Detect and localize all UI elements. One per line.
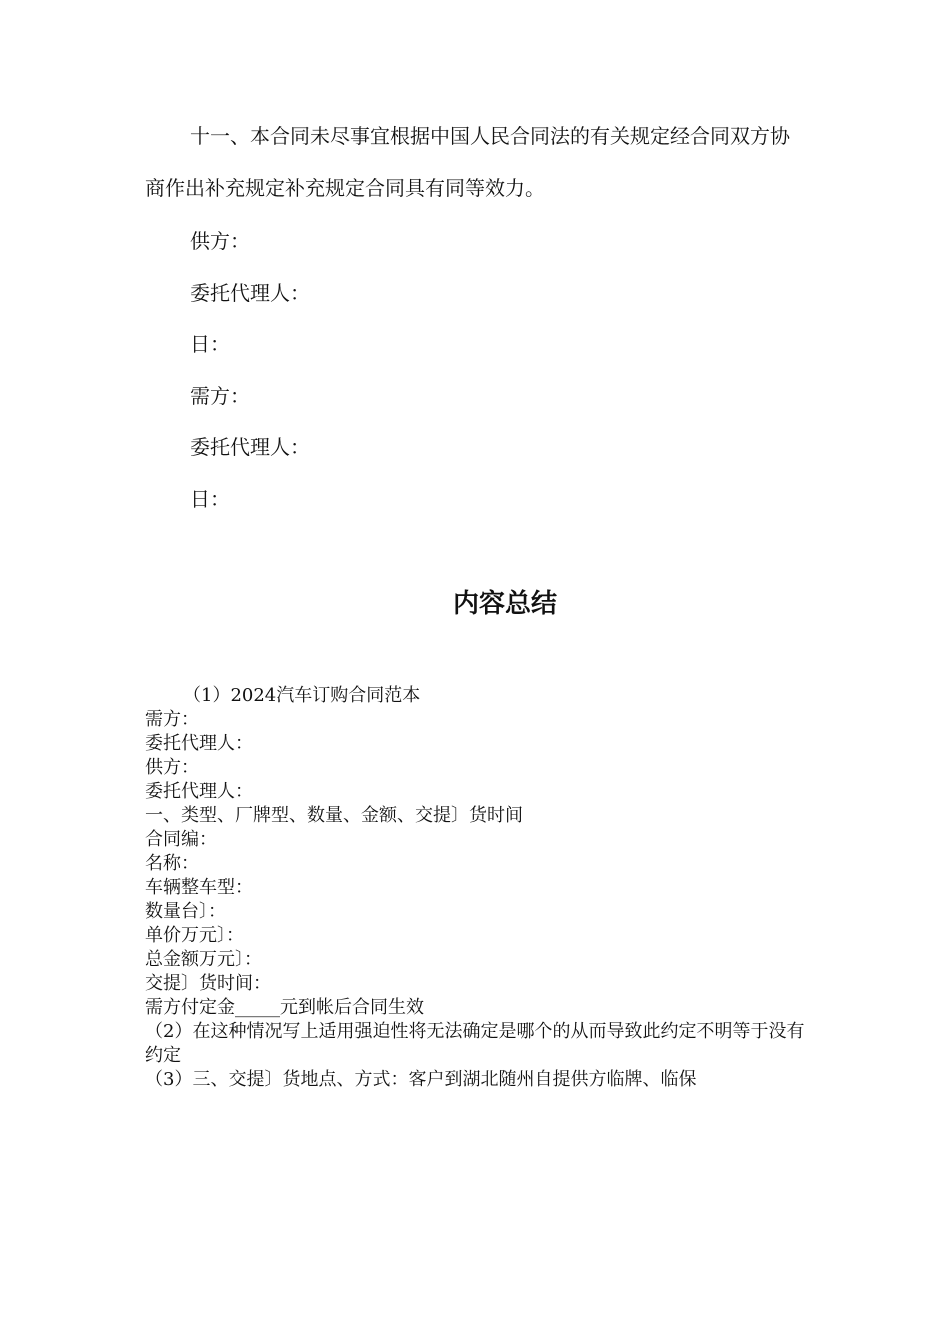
summary-line: 总金额万元〕： — [145, 949, 262, 970]
buyer-signature-label: 需方： — [190, 384, 250, 408]
summary-line: 名称： — [145, 853, 199, 874]
summary-line: 委托代理人： — [145, 733, 253, 754]
buyer-agent-label: 委托代理人： — [190, 435, 310, 459]
summary-line: 供方： — [145, 757, 199, 778]
buyer-date-label: 日： — [190, 487, 230, 511]
supplier-date-label: 日： — [190, 332, 230, 356]
summary-line: 交提〕货时间： — [145, 973, 271, 994]
summary-line: （1）2024汽车订购合同范本 — [183, 685, 421, 706]
summary-title: 内容总结 — [452, 589, 557, 619]
summary-line: 委托代理人： — [145, 781, 253, 802]
summary-line: 数量台〕： — [145, 901, 226, 922]
clause-11-paragraph: 十一、本合同未尽事宜根据中国人民合同法的有关规定经合同双方协商作出补充规定补充规定合同具有同等效力。 — [145, 124, 790, 200]
summary-line: 车辆整车型： — [145, 877, 253, 898]
summary-block — [145, 684, 810, 1092]
summary-line: （2）在这种情况写上适用强迫性将无法确定是哪个的从而导致此约定不明等于没有约定 — [145, 1021, 805, 1066]
summary-line: （3）三、交提〕货地点、方式：客户到湖北随州自提供方临牌、临保 — [145, 1069, 697, 1090]
summary-line: 单价万元〕： — [145, 925, 244, 946]
summary-line: 合同编： — [145, 829, 217, 850]
supplier-signature-label: 供方： — [190, 229, 250, 253]
summary-line: 一、类型、厂牌型、数量、金额、交提〕货时间 — [145, 805, 523, 826]
supplier-agent-label: 委托代理人： — [190, 281, 310, 305]
summary-line: 需方付定金_____元到帐后合同生效 — [145, 997, 424, 1018]
summary-line: 需方： — [145, 709, 199, 730]
